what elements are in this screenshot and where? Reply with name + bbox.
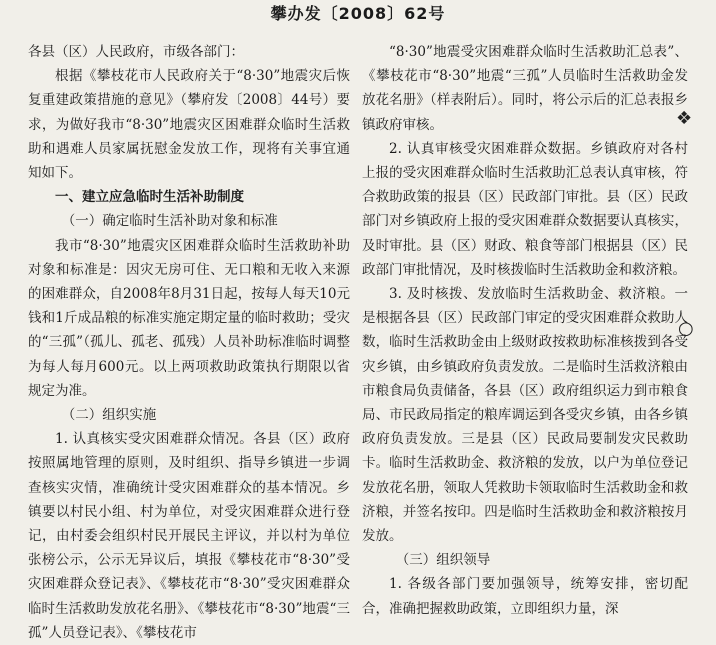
subsection-3-title: （三）组织领导	[395, 552, 491, 569]
item-3-body: 3. 及时核拨、发放临时生活救助金、救济粮。一是根据各县（区）民政部门审定的受灾困难群众救助人数，临时生活救助金由上级财政按救助标准核拨到各受灾乡镇，由乡镇政府负责发放。二是临时生活救济粮由市粮食局负责储备，各县（区）政府组织运力到市粮食局、市民政局指定的粮库调运到各受灾乡镇，由各乡镇政府负责发放。三是县（区）民政局要制发灾民救助卡。临时生活救助金、救济粮的发放，以户为单位登记发放花名册，领取人凭救助卡领取临时生活救助金和救济粮，并签名按印。四是临时生活救助金和救济粮按月发放。	[362, 286, 688, 545]
item-1-body: 1. 认真核实受灾困难群众情况。各县（区）政府按照属地管理的原则，及时组织、指导乡镇进一步调查核实灾情，准确统计受灾困难群众的基本情况。乡镇要以村民小组、村为单位，对受灾困难群众进行登记，由村委会组织村民开展民主评议，并以村为单位张榜公示，公示无异议后，填报《攀枝花市“8·30”受灾困难群众登记表》、《攀枝花市“8·30”受灾困难群众临时生活救助发放花名册》、《攀枝花市“8·30”地震“三孤”人员登记表》、《攀枝花市	[28, 431, 350, 641]
salutation: 各县（区）人民政府，市级各部门：	[28, 44, 244, 60]
document-number-header: 攀办发〔2008〕62号	[270, 4, 446, 23]
left-column	[28, 40, 350, 645]
section-1-title: 一、建立应急临时生活补助制度	[55, 189, 244, 206]
subsection-2-title: （二）组织实施	[61, 407, 157, 424]
item-1-continuation: “8·30”地震受灾困难群众临时生活救助汇总表”、《攀枝花市“8·30”地震“三孤”人员临时生活救助金发放花名册》（样表附后）。同时，将公示后的汇总表报乡镇政府审核。	[362, 44, 688, 133]
item-2-body: 2. 认真审核受灾困难群众数据。乡镇政府对各村上报的受灾困难群众临时生活救助汇总表认真审核，符合救助政策的报县（区）民政部门审批。县（区）民政部门对乡镇政府上报的受灾困难群众数据要认真核实，及时审批。县（区）财政、粮食等部门根据县（区）民政部门审批情况，及时核拨临时生活救助金和救济粮。	[362, 140, 688, 278]
intro-paragraph: 根据《攀枝花市人民政府关于“8·30”地震灾后恢复重建政策措施的意见》（攀府发〔2008〕44号）要求，为做好我市“8·30”地震灾区困难群众临时生活救助和遇难人员家属抚慰金发放工作，现将有关事宜通知如下。	[28, 68, 350, 182]
subsection-1-title: （一）确定临时生活补助对象和标准	[61, 213, 278, 230]
leadership-item-1-body: 1. 各级各部门要加强领导，统筹安排，密切配合，准确把握救助政策，立即组织力量，深	[362, 576, 688, 617]
subsection-1-body: 我市“8·30”地震灾区困难群众临时生活救助补助对象和标准是：因灾无房可住、无口粮和无收入来源的困难群众，自2008年8月31日起，按每人每天10元钱和1斤成品粮的标准实施定期定量的临时救助；受灾的“三孤”（孤儿、孤老、孤残）人员补助标准临时调整为每人每月600元。以上两项救助政策执行期限以省规定为准。	[28, 237, 350, 399]
margin-mark-middle: ○	[678, 318, 694, 339]
right-column	[362, 40, 688, 621]
margin-mark-top: ❖	[676, 108, 693, 129]
